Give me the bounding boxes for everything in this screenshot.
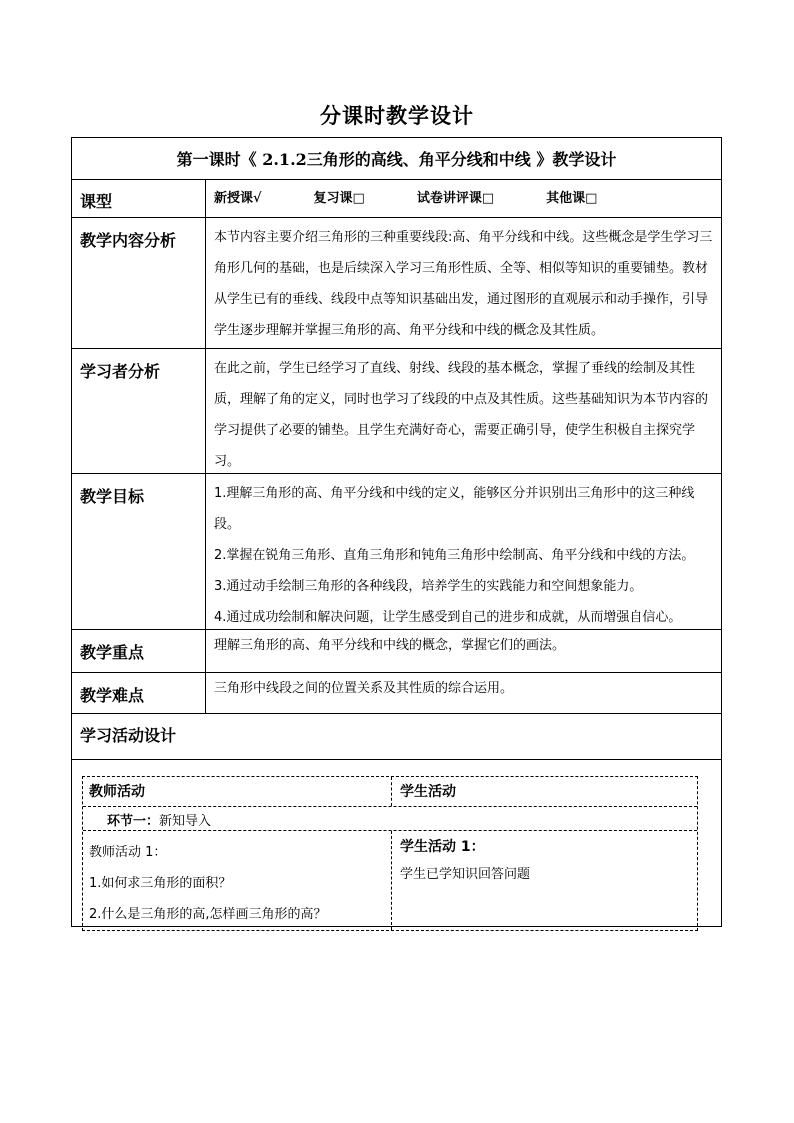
objectives-list xyxy=(206,474,721,629)
objectives-label: 教学目标 xyxy=(72,474,206,629)
stage-label: 环节一： xyxy=(107,814,160,829)
objective-item: 4.通过成功绘制和解决问题，让学生感受到自己的进步和成就，从而增强自信心。 xyxy=(214,610,682,625)
learner-analysis-label: 学习者分析 xyxy=(72,349,206,473)
teacher-activity-header: 教师活动 xyxy=(83,777,392,806)
activity-body-row xyxy=(83,831,697,930)
teacher-question: 1.如何求三角形的面积？ xyxy=(89,876,232,891)
activity-section xyxy=(72,760,721,926)
course-type-row xyxy=(72,180,721,218)
student-activity-cell xyxy=(392,831,697,930)
lesson-title: 第一课时《 2.1.2三角形的高线、角平分线和中线 》教学设计 xyxy=(72,138,721,180)
content-analysis-text: 本节内容主要介绍三角形的三种重要线段:高、角平分线和中线。这些概念是学生学习三角形几何的基础，也是后续深入学习三角形性质、全等、相似等知识的重要铺垫。教材从学生已有的垂线、线段中点等知识基础出发，通过图形的直观展示和动手操作，引导学生逐步理解并掌握三角形的高、角平分线和中线的概念及其性质。 xyxy=(214,230,713,338)
course-type-option-review: 复习课□ xyxy=(313,191,365,206)
objective-item: 2.掌握在锐角三角形、直角三角形和钝角三角形中绘制高、角平分线和中线的方法。 xyxy=(214,548,695,563)
stage-row xyxy=(83,807,697,831)
difficulties-text: 三角形中线段之间的位置关系及其性质的综合运用。 xyxy=(214,681,514,696)
activity-design-title: 学习活动设计 xyxy=(72,714,721,760)
student-activity-header: 学生活动 xyxy=(400,784,456,800)
stage-name: 新知导入 xyxy=(159,814,212,829)
learner-analysis-row xyxy=(72,349,721,474)
content-analysis-label: 教学内容分析 xyxy=(72,218,206,348)
activity-table xyxy=(82,776,698,931)
page-title: 分课时教学设计 xyxy=(320,103,474,128)
key-points-text: 理解三角形的高、角平分线和中线的概念，掌握它们的画法。 xyxy=(214,638,566,653)
course-type-option-other: 其他课□ xyxy=(546,191,598,206)
teacher-activity-title: 教师活动 1： xyxy=(89,845,167,860)
learner-analysis-text: 在此之前，学生已经学习了直线、射线、线段的基本概念，掌握了垂线的绘制及其性质，理解了角的定义，同时也学习了线段的中点及其性质。这些基础知识为本节内容的学习提供了必要的铺垫。且学生充满好奇心，需要正确引导，使学生积极自主探究学习。 xyxy=(214,361,709,469)
student-activity-title: 学生活动 1： xyxy=(400,839,485,855)
teacher-activity-cell xyxy=(83,831,392,930)
key-points-label: 教学重点 xyxy=(72,630,206,672)
objective-item: 3.通过动手绘制三角形的各种线段，培养学生的实践能力和空间想象能力。 xyxy=(214,579,643,594)
course-type-option-exam-review: 试卷讲评课□ xyxy=(416,191,495,206)
content-analysis-row xyxy=(72,218,721,349)
key-points-row xyxy=(72,630,721,673)
activity-header-row xyxy=(83,777,697,807)
teacher-question: 2.什么是三角形的高,怎样画三角形的高？ xyxy=(89,907,327,922)
course-type-label: 课型 xyxy=(72,180,206,217)
course-type-option-new: 新授课√ xyxy=(214,191,262,206)
difficulties-row xyxy=(72,673,721,714)
objectives-row xyxy=(72,474,721,630)
lesson-plan-table xyxy=(71,137,722,927)
objective-item: 1.理解三角形的高、角平分线和中线的定义，能够区分并识别出三角形中的这三种线段。 xyxy=(214,486,695,532)
difficulties-label: 教学难点 xyxy=(72,673,206,713)
course-type-options xyxy=(206,180,721,217)
student-activity-text: 学生已学知识回答问题 xyxy=(400,867,531,882)
